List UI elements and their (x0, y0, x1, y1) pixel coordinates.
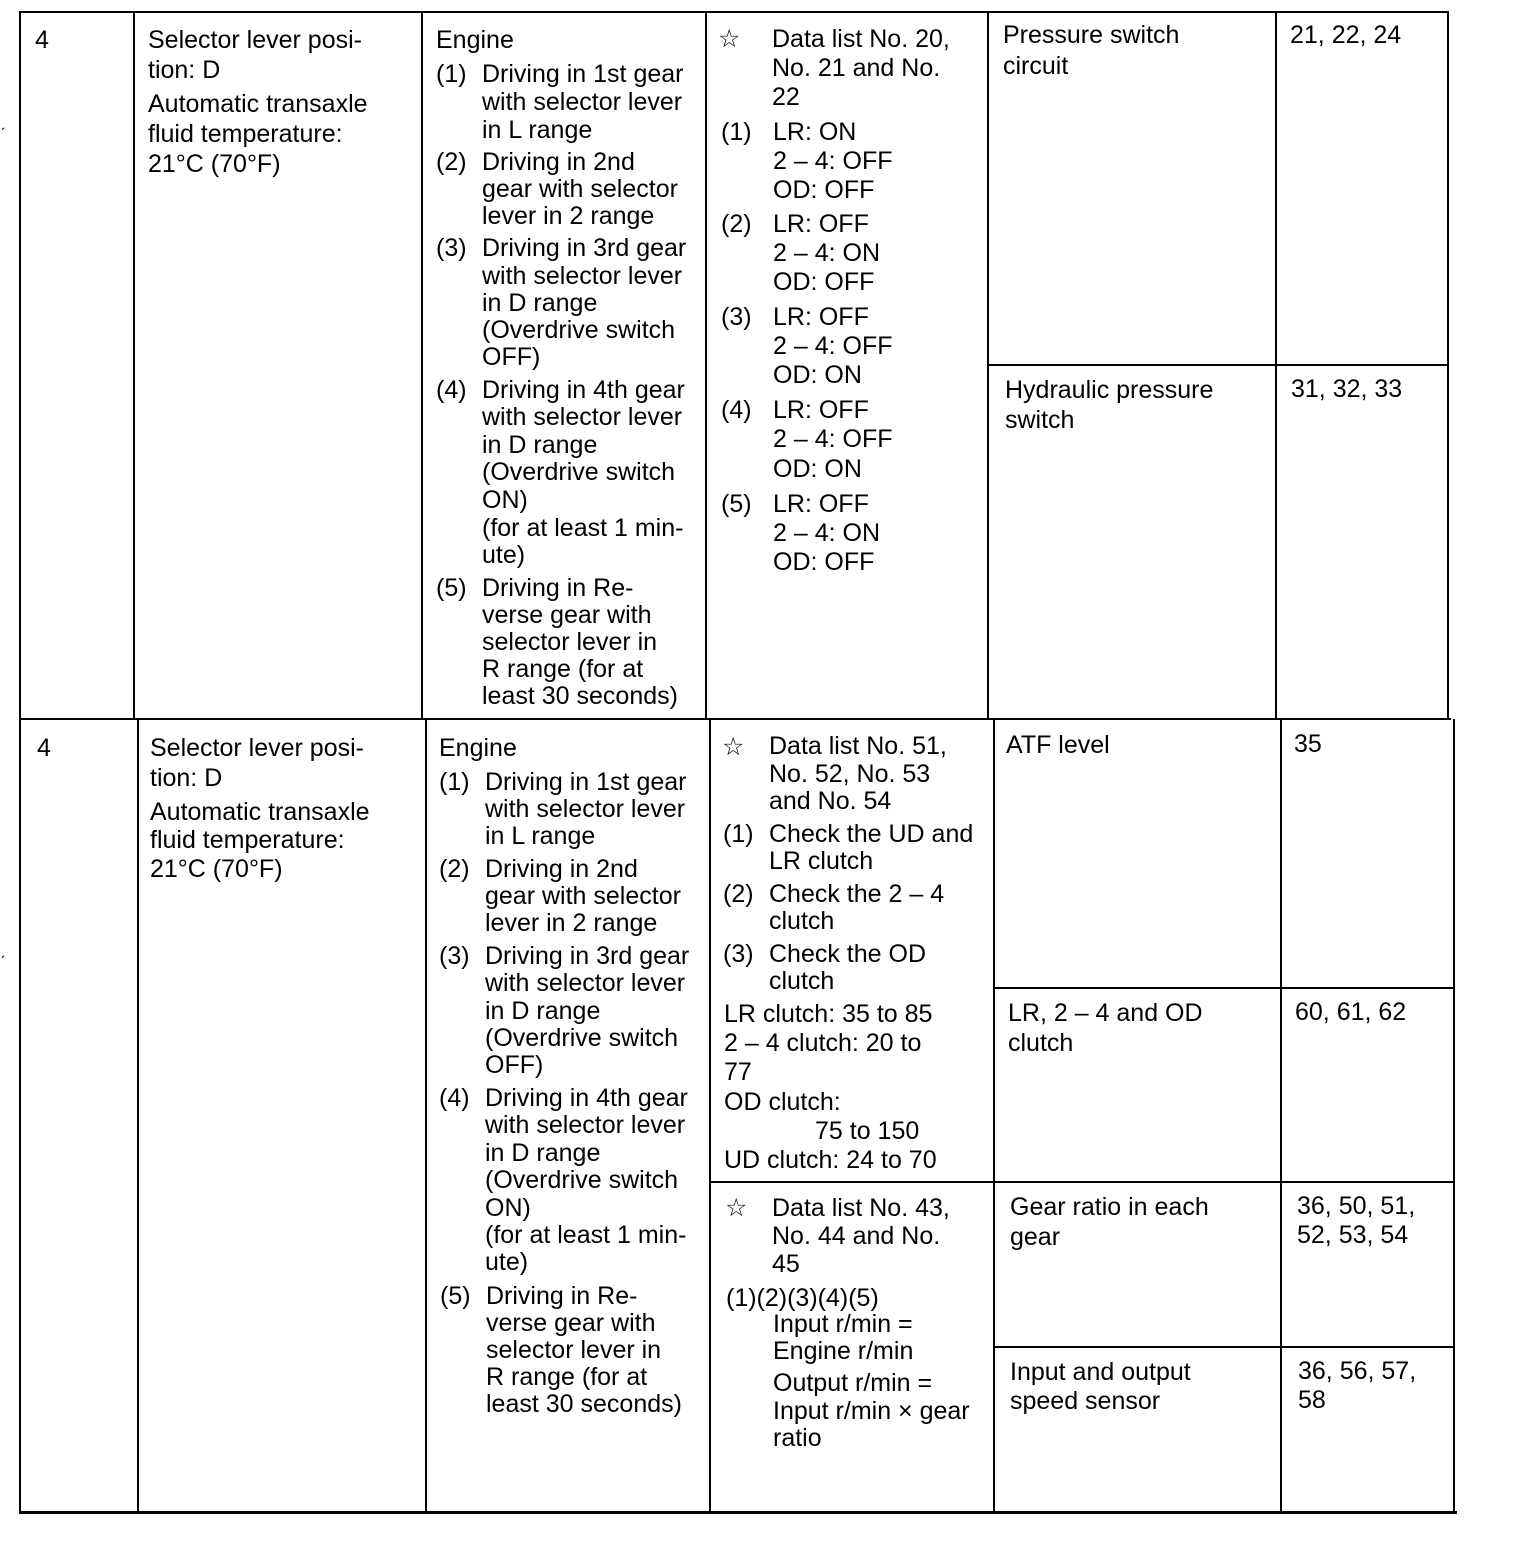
step-number: 4 (35, 26, 49, 54)
condition-text: Driving in 3rd gear (485, 942, 690, 970)
clutch-value: 2 – 4 clutch: 20 to (724, 1029, 922, 1057)
clutch-value: 75 to 150 (815, 1117, 920, 1145)
condition-text: with selector lever (482, 262, 683, 290)
column-divider (1275, 11, 1277, 720)
probable-cause: Gear ratio in each (1010, 1193, 1209, 1221)
inspection-text: Selector lever posi- (150, 734, 364, 762)
check-text: LR clutch (769, 847, 874, 875)
check-text: clutch (769, 907, 835, 935)
condition-text: (for at least 1 min- (485, 1221, 687, 1249)
list-number: (1) (439, 768, 470, 796)
probable-cause: speed sensor (1010, 1387, 1161, 1415)
normal-divider (710, 1181, 1454, 1183)
formula-text: ratio (773, 1424, 822, 1452)
condition-text: with selector lever (482, 88, 683, 116)
formula-text: Engine r/min (773, 1337, 914, 1365)
column-divider (987, 11, 989, 720)
data-list-heading: Data list No. 51, (769, 732, 947, 760)
column-divider (1280, 719, 1282, 1513)
condition-text: least 30 seconds) (486, 1390, 682, 1418)
column-divider (133, 11, 135, 720)
switch-state: 2 – 4: OFF (773, 425, 893, 453)
condition-text: lever in 2 range (485, 909, 658, 937)
column-divider (421, 11, 423, 720)
reference-number: 58 (1298, 1386, 1326, 1414)
probable-cause: Pressure switch (1003, 21, 1180, 49)
condition-title: Engine (436, 26, 514, 54)
probable-cause: LR, 2 – 4 and OD (1008, 999, 1203, 1027)
star-icon: ☆ (718, 25, 741, 53)
column-divider (993, 719, 995, 1513)
switch-state: LR: OFF (773, 490, 869, 518)
switch-state: LR: ON (773, 118, 857, 146)
list-number: (3) (436, 234, 467, 262)
check-text: Check the UD and (769, 820, 974, 848)
inspection-text: Automatic transaxle (148, 90, 368, 118)
condition-text: R range (for at (482, 655, 644, 683)
reference-number: 36, 50, 51, (1297, 1192, 1416, 1220)
list-number: (1)(2)(3)(4)(5) (726, 1284, 879, 1312)
list-number: (1) (723, 820, 754, 848)
list-number: (2) (436, 148, 467, 176)
data-list-heading: and No. 54 (769, 787, 892, 815)
list-number: (2) (439, 855, 470, 883)
condition-text: (for at least 1 min- (482, 514, 684, 542)
list-number: (5) (721, 490, 752, 518)
data-list-heading: No. 21 and No. (772, 54, 941, 82)
switch-state: OD: ON (773, 455, 862, 483)
condition-text: (Overdrive switch (482, 458, 676, 486)
condition-text: least 30 seconds) (482, 682, 678, 710)
formula-text: Output r/min = (773, 1369, 933, 1397)
star-icon: ☆ (725, 1194, 748, 1222)
data-list-heading: No. 52, No. 53 (769, 760, 931, 788)
margin-mark: ˏ (0, 942, 6, 959)
formula-text: Input r/min × gear (773, 1397, 970, 1425)
list-number: (1) (436, 60, 467, 88)
condition-text: Driving in 4th gear (482, 376, 685, 404)
inspection-text: Automatic transaxle (150, 798, 370, 826)
switch-state: 2 – 4: ON (773, 239, 880, 267)
probable-cause: clutch (1008, 1029, 1074, 1057)
switch-state: OD: OFF (773, 548, 875, 576)
condition-text: ute) (482, 541, 526, 569)
data-list-heading: Data list No. 20, (772, 25, 950, 53)
list-number: (4) (439, 1084, 470, 1112)
clutch-value: LR clutch: 35 to 85 (724, 1000, 933, 1028)
cause-divider (995, 1346, 1454, 1348)
probable-cause: Input and output (1010, 1358, 1191, 1386)
column-divider (709, 719, 711, 1513)
condition-text: (Overdrive switch (485, 1166, 679, 1194)
list-number: (3) (721, 303, 752, 331)
data-list-heading: Data list No. 43, (772, 1194, 950, 1222)
switch-state: LR: OFF (773, 303, 869, 331)
clutch-value: 77 (724, 1058, 752, 1086)
condition-text: in D range (482, 431, 598, 459)
list-number: (2) (721, 210, 752, 238)
row-divider (19, 718, 1451, 720)
condition-text: Driving in 2nd (485, 855, 638, 883)
data-list-heading: 45 (772, 1250, 800, 1278)
condition-text: OFF) (482, 343, 541, 371)
column-divider (705, 11, 707, 720)
condition-text: ON) (485, 1194, 531, 1222)
margin-mark: ˏ (0, 114, 6, 131)
list-number: (4) (436, 376, 467, 404)
condition-text: OFF) (485, 1051, 544, 1079)
list-number: (4) (721, 396, 752, 424)
condition-text: Driving in 1st gear (482, 60, 684, 88)
column-divider (425, 719, 427, 1513)
condition-text: in L range (482, 116, 593, 144)
reference-number: 36, 56, 57, (1298, 1357, 1417, 1385)
reference-number: 31, 32, 33 (1291, 375, 1403, 403)
condition-text: in D range (482, 289, 598, 317)
column-divider (137, 719, 139, 1513)
condition-text: gear with selector (482, 175, 678, 203)
probable-cause: ATF level (1006, 731, 1110, 759)
check-text: Check the 2 – 4 (769, 880, 945, 908)
condition-text: Driving in 3rd gear (482, 234, 687, 262)
table-left-border (19, 11, 21, 1514)
list-number: (2) (723, 880, 754, 908)
condition-text: Driving in Re- (482, 574, 634, 602)
list-number: (5) (436, 574, 467, 602)
condition-text: (Overdrive switch (485, 1024, 679, 1052)
check-text: clutch (769, 967, 835, 995)
table-right-border (1447, 11, 1449, 720)
condition-text: ute) (485, 1248, 529, 1276)
list-number: (5) (440, 1282, 471, 1310)
condition-text: Driving in 2nd (482, 148, 635, 176)
table-top-border (19, 11, 1449, 13)
condition-text: verse gear with (486, 1309, 656, 1337)
probable-cause: Hydraulic pressure (1005, 376, 1214, 404)
probable-cause: switch (1005, 406, 1075, 434)
reference-number: 35 (1294, 730, 1322, 758)
condition-text: in D range (485, 997, 601, 1025)
switch-state: OD: OFF (773, 268, 875, 296)
switch-state: OD: ON (773, 361, 862, 389)
cause-divider (993, 987, 1453, 989)
condition-text: selector lever in (486, 1336, 662, 1364)
inspection-text: tion: D (150, 764, 223, 792)
reference-number: 52, 53, 54 (1297, 1221, 1409, 1249)
condition-text: selector lever in (482, 628, 658, 656)
switch-state: LR: OFF (773, 396, 869, 424)
condition-text: ON) (482, 486, 528, 514)
condition-text: in D range (485, 1139, 601, 1167)
condition-text: with selector lever (485, 969, 686, 997)
inspection-text: fluid temperature: (148, 120, 343, 148)
list-number: (1) (721, 118, 752, 146)
table-right-border (1453, 719, 1455, 1514)
condition-text: (Overdrive switch (482, 316, 676, 344)
step-number: 4 (37, 734, 51, 762)
inspection-text: 21°C (70°F) (150, 855, 283, 883)
probable-cause: circuit (1003, 52, 1069, 80)
inspection-text: tion: D (148, 56, 221, 84)
clutch-value: UD clutch: 24 to 70 (724, 1146, 937, 1174)
condition-text: R range (for at (486, 1363, 648, 1391)
list-number: (3) (439, 942, 470, 970)
cause-divider (988, 364, 1449, 366)
switch-state: OD: OFF (773, 176, 875, 204)
table-bottom-border (21, 1511, 1457, 1514)
check-text: Check the OD (769, 940, 927, 968)
inspection-text: 21°C (70°F) (148, 150, 281, 178)
condition-text: with selector lever (485, 1111, 686, 1139)
condition-text: lever in 2 range (482, 202, 655, 230)
condition-text: with selector lever (485, 795, 686, 823)
condition-text: Driving in 4th gear (485, 1084, 688, 1112)
list-number: (3) (723, 940, 754, 968)
clutch-value: OD clutch: (724, 1088, 841, 1116)
condition-text: in L range (485, 822, 596, 850)
switch-state: LR: OFF (773, 210, 869, 238)
probable-cause: gear (1010, 1223, 1061, 1251)
condition-text: Driving in Re- (486, 1282, 638, 1310)
switch-state: 2 – 4: OFF (773, 332, 893, 360)
inspection-text: fluid temperature: (150, 826, 345, 854)
switch-state: 2 – 4: OFF (773, 147, 893, 175)
condition-text: gear with selector (485, 882, 681, 910)
condition-text: verse gear with (482, 601, 652, 629)
reference-number: 21, 22, 24 (1290, 21, 1402, 49)
inspection-text: Selector lever posi- (148, 26, 362, 54)
condition-title: Engine (439, 734, 517, 762)
formula-text: Input r/min = (773, 1310, 913, 1338)
condition-text: with selector lever (482, 403, 683, 431)
reference-number: 60, 61, 62 (1295, 998, 1407, 1026)
data-list-heading: 22 (772, 83, 800, 111)
data-list-heading: No. 44 and No. (772, 1222, 941, 1250)
condition-text: Driving in 1st gear (485, 768, 687, 796)
star-icon: ☆ (722, 733, 745, 761)
switch-state: 2 – 4: ON (773, 519, 880, 547)
